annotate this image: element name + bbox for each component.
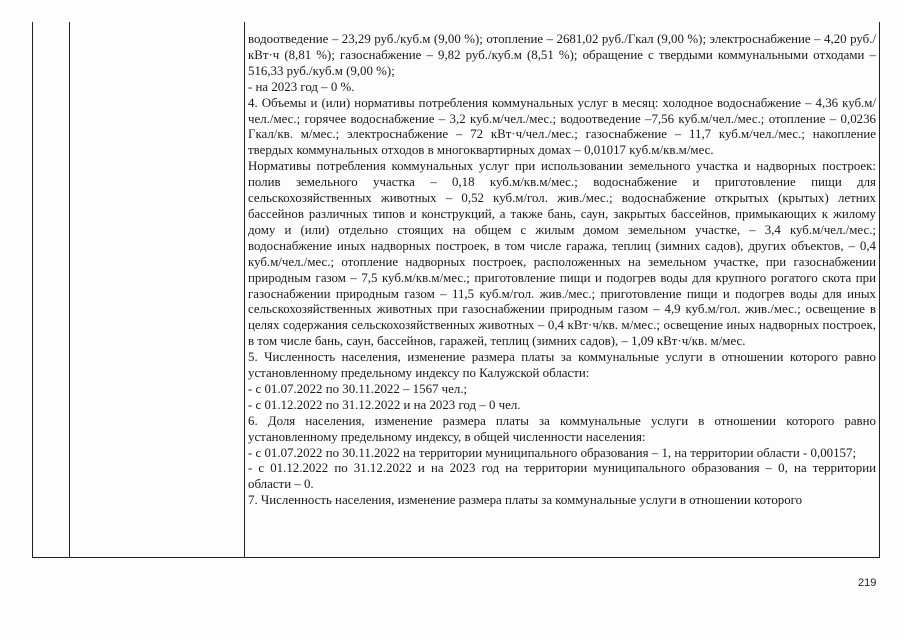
paragraph: 4. Объемы и (или) нормативы потребления коммунальных услуг в месяц: холодное водоснабжение – 4,36 куб.м/чел./мес.; горячее водоснабжение – 3,2 куб.м/чел./мес.; водоотведение –7,56 куб.м/чел./мес.; отопление – 0,0236 Гкал/кв. м/мес.; электроснабжение – 72 кВт·ч/чел./мес.; газоснабжение – 11,7 куб.м/чел./мес.; накопление твердых коммунальных отходов в многоквартирных домах – 0,01017 куб.м/кв.м/мес.	[248, 95, 876, 158]
paragraph: - с 01.07.2022 по 30.11.2022 на территории муниципального образования – 1, на территории области - 0,00157;	[248, 445, 857, 460]
paragraph: 7. Численность населения, изменение размера платы за коммунальные услуги в отношении которого	[248, 493, 803, 508]
document-table	[32, 22, 880, 558]
page-number: 219	[858, 577, 877, 589]
paragraph: Нормативы потребления коммунальных услуг при использовании земельного участка и надворных построек: полив земельного участка – 0,18 куб.м/кв.м/мес.; водоснабжение и приготовление пищи для сельскохозяйственных животных – 0,52 куб.м/гол. жив./мес.; водоснабжение открытых (крытых) летних бассейнов различных типов и конструкций, а также бань, саун, закрытых бассейнов, примыкающих к жилому дому и (или) отдельно стоящих на общем с жилым домом земельном участке, – 3,4 куб.м/чел./мес.; водоснабжение иных надворных построек, в том числе гаража, теплиц (зимних садов), других объектов, – 0,4 куб.м/чел./мес.; отопление надворных построек, расположенных на земельном участке, при газоснабжении природным газом – 7,5 куб.м/кв.м/мес.; приготовление пищи и подогрев воды для крупного рогатого скота при газоснабжении природным газом – 11,5 куб.м/гол. жив./мес.; приготовление пищи и подогрев воды для иных сельскохозяйственных животных при газоснабжении природным газом – 4,9 куб.м/гол. жив./мес.; освещение в целях содержания сельскохозяйственных животных – 0,4 кВт·ч/кв. м/мес.; освещение иных надворных построек, в том числе бань, саун, бассейнов, гаражей, теплиц (зимних садов), – 1,09 кВт·ч/кв. м/мес.	[248, 159, 876, 349]
paragraph: водоотведение – 23,29 руб./куб.м (9,00 %); отопление – 2681,02 руб./Гкал (9,00 %); электроснабжение – 4,20 руб./кВт·ч (8,81 %); газоснабжение – 9,82 руб./куб.м (8,51 %); обращение с твердыми коммунальными отходами – 516,33 руб./куб.м (9,00 %);	[248, 32, 876, 78]
column-divider-2	[244, 22, 245, 557]
paragraph: 5. Численность населения, изменение размера платы за коммунальные услуги в отношении которого равно установленному предельному индексу по Калужской области:	[248, 350, 876, 381]
paragraph: - с 01.12.2022 по 31.12.2022 и на 2023 год – 0 чел.	[248, 397, 521, 412]
column-divider-1	[69, 22, 70, 557]
paragraph: - с 01.07.2022 по 30.11.2022 – 1567 чел.;	[248, 381, 468, 396]
table-cell-text	[248, 32, 876, 509]
paragraph: - с 01.12.2022 по 31.12.2022 и на 2023 год на территории муниципального образования – 0, на территории области – 0.	[248, 461, 876, 492]
paragraph: - на 2023 год – 0 %.	[248, 79, 355, 94]
paragraph: 6. Доля населения, изменение размера платы за коммунальные услуги в отношении которого равно установленному предельному индексу, в общей численности населения:	[248, 413, 876, 444]
